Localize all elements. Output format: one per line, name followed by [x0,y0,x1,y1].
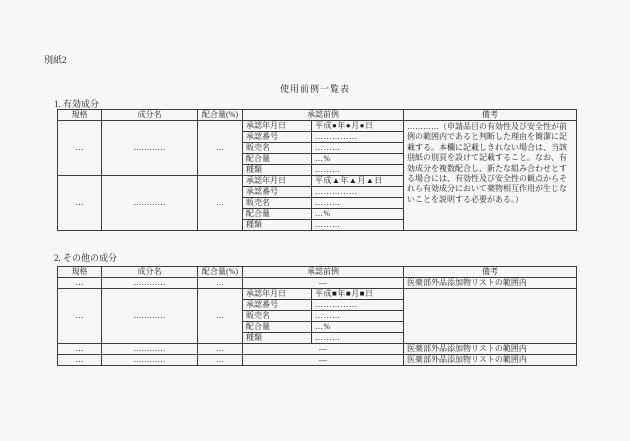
precedent-value: ……… [312,143,404,154]
ingredient-name-cell: ………… [102,121,198,176]
table-row [58,355,577,366]
precedent-value: ……… [312,311,404,322]
precedent-label: 販売名 [243,143,312,154]
precedent-label: 配合量 [243,154,312,165]
remarks-cell: 医薬部外品添加物リストの範囲内 [404,355,577,366]
header-spec: 規格 [58,267,102,278]
precedent-label: 承認年月日 [243,121,312,132]
precedent-label: 販売名 [243,198,312,209]
precedent-value: …% [312,209,404,220]
spec-cell: … [58,355,102,366]
ingredient-name-cell: ………… [102,289,198,344]
spec-cell: … [58,289,102,344]
precedent-label: 種類 [243,165,312,176]
ingredient-name-cell: ………… [102,278,198,289]
section1-heading: 1. 有効成分 [54,99,100,109]
table-row [58,289,577,300]
table-header-row [58,267,577,278]
spec-cell: … [58,278,102,289]
spec-cell: … [58,344,102,355]
header-amount: 配合量(%) [198,110,243,121]
precedent-value: …………… [312,187,404,198]
amount-cell: … [198,289,243,344]
spec-cell: … [58,121,102,176]
ingredient-name-cell: ………… [102,176,198,231]
remarks-cell: 医薬部外品添加物リストの範囲内 [404,344,577,355]
precedent-value: …% [312,154,404,165]
remarks-cell: …………（申請品目の有効性及び安全性が前例の範囲内であると判断した理由を簡潔に記載する。本欄に記載しきれない場合は、当該別紙の別頁を設けて記載すること。なお、有効成分を複数配合し、新たな組み合わせとする場合には、有効性及び安全性の観点からそれら有効成分において薬物相互作用が生じないことを説明する必要がある。） [404,121,577,231]
header-precedent: 承認前例 [243,267,404,278]
precedent-value: 平成▲年▲月▲日 [312,176,404,187]
precedent-label: 配合量 [243,322,312,333]
spec-cell: … [58,176,102,231]
precedent-value: 平成■年■月■日 [312,289,404,300]
remarks-cell: 医薬部外品添加物リストの範囲内 [404,278,577,289]
precedent-value: …………… [312,300,404,311]
precedent-value: ……… [312,220,404,231]
header-remarks: 備考 [404,267,577,278]
remarks-cell [404,289,577,344]
precedent-label: 種類 [243,333,312,344]
page-title: 使用前例一覧表 [279,84,350,94]
precedent-value: ……… [312,333,404,344]
amount-cell: … [198,344,243,355]
precedent-label: 配合量 [243,209,312,220]
table-row [58,278,577,289]
other-ingredients-table [57,266,577,366]
precedent-label: 承認番号 [243,300,312,311]
amount-cell: … [198,176,243,231]
amount-cell: … [198,355,243,366]
ingredient-name-cell: ………… [102,344,198,355]
attachment-label: 別紙2 [44,55,67,65]
precedent-label: 種類 [243,220,312,231]
header-remarks: 備考 [404,110,577,121]
amount-cell: … [198,121,243,176]
precedent-label: 承認年月日 [243,176,312,187]
table-header-row [58,110,577,121]
active-ingredients-table [57,109,577,231]
precedent-value: …% [312,322,404,333]
precedent-value: …………… [312,132,404,143]
precedent-value: ……… [312,165,404,176]
precedent-dash-cell: ― [243,278,404,289]
precedent-label: 承認番号 [243,187,312,198]
precedent-value: 平成●年●月●日 [312,121,404,132]
precedent-label: 販売名 [243,311,312,322]
section2-heading: 2. その他の成分 [54,253,118,263]
precedent-value: ……… [312,198,404,209]
header-spec: 規格 [58,110,102,121]
precedent-label: 承認番号 [243,132,312,143]
header-name: 成分名 [102,267,198,278]
ingredient-name-cell: ………… [102,355,198,366]
table-row [58,121,577,132]
amount-cell: … [198,278,243,289]
header-name: 成分名 [102,110,198,121]
precedent-dash-cell: ― [243,344,404,355]
table-row [58,344,577,355]
precedent-dash-cell: ― [243,355,404,366]
precedent-label: 承認年月日 [243,289,312,300]
header-precedent: 承認前例 [243,110,404,121]
header-amount: 配合量(%) [198,267,243,278]
